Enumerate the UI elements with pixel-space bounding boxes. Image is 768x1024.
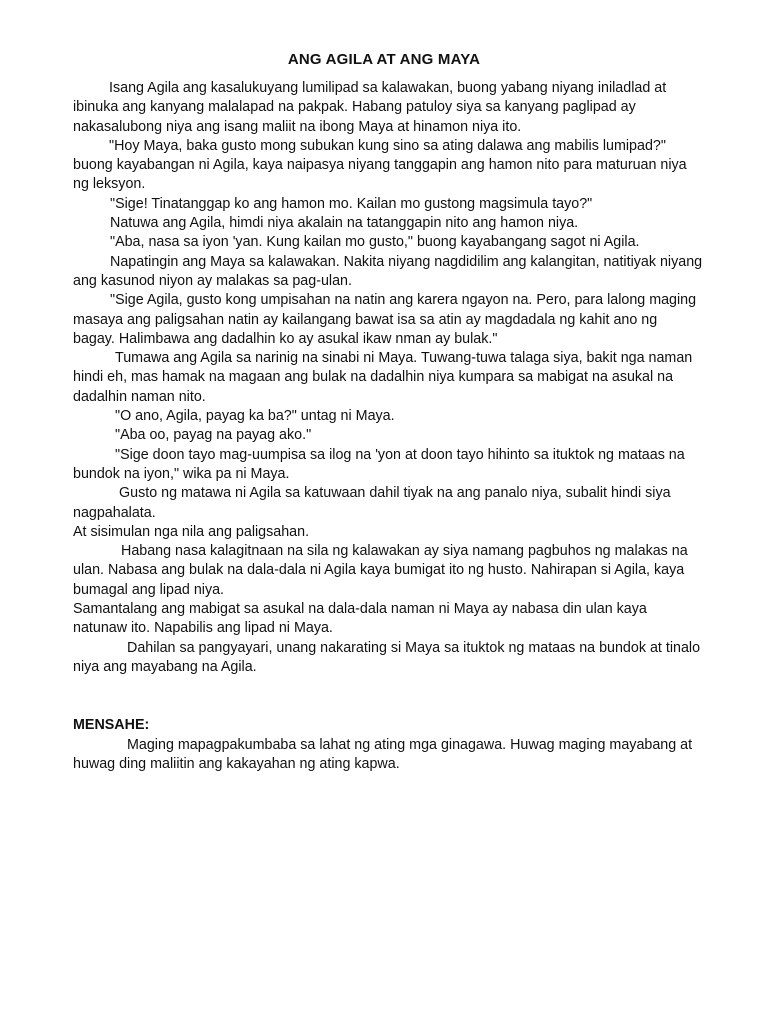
paragraph-14: Habang nasa kalagitnaan na sila ng kalawakan ay siya namang pagbuhos ng malakas na ulan. Nabasa ang bulak na dala-dala ni Agila kaya bumigat ito ng husto. Nahirapan si Agila, kaya bumagal ang lipad niya. — [73, 543, 688, 598]
paragraph-5: "Aba, nasa sa iyon 'yan. Kung kailan mo gusto," buong kayabangang sagot ni Agila. — [110, 234, 640, 251]
paragraph-4: Natuwa ang Agila, himdi niya akalain na tatanggapin nito ang hamon niya. — [110, 215, 579, 232]
paragraph-9: "O ano, Agila, payag ka ba?" untag ni Maya. — [115, 408, 395, 425]
message-text: Maging mapagpakumbaba sa lahat ng ating mga ginagawa. Huwag maging mayabang at huwag ding maliitin ang kakayahan ng ating kapwa. — [73, 737, 693, 773]
paragraph-11: "Sige doon tayo mag-uumpisa sa ilog na 'yon at doon tayo hihinto sa ituktok ng mataas na bundok na iyon," wika pa ni Maya. — [73, 446, 685, 482]
paragraph-7: "Sige Agila, gusto kong umpisahan na natin ang karera ngayon na. Pero, para lalong maging masaya ang paligsahan natin ay kailangang bawat isa sa atin ay magdadala ng kahit ano ng bagay. Halimbawa ang dadalhin ko ay asukal ikaw nman ay bulak." — [73, 292, 697, 347]
paragraph-1: Isang Agila ang kasalukuyang lumilipad sa kalawakan, buong yabang niyang iniladlad at ibinuka ang kanyang malalapad na pakpak. Habang patuloy siya sa kanyang paglipad ay nakasalubong niya ang isang maliit na ibong Maya at hinamon niya ito. — [73, 80, 667, 135]
message-heading: MENSAHE: — [73, 717, 150, 733]
paragraph-2: "Hoy Maya, baka gusto mong subukan kung sino sa ating dalawa ang mabilis lumipad?" buong kayabangan ni Agila, kaya naipasya niyang tanggapin ang hamon nito para maturuan niya ng leksyon. — [73, 137, 687, 193]
paragraph-6: Napatingin ang Maya sa kalawakan. Nakita niyang nagdidilim ang kalangitan, natitiyak niyang ang kasunod niyon ay malakas sa pag-ulan. — [73, 253, 703, 289]
paragraph-15: Samantalang ang mabigat sa asukal na dala-dala naman ni Maya ay nabasa din ulan kaya natunaw ito. Napabilis ang lipad ni Maya. — [73, 601, 647, 637]
paragraph-13: At sisimulan nga nila ang paligsahan. — [73, 523, 310, 540]
document-title: ANG AGILA AT ANG MAYA — [287, 51, 481, 68]
story-body — [73, 79, 703, 677]
paragraph-8: Tumawa ang Agila sa narinig na sinabi ni Maya. Tuwang-tuwa talaga siya, bakit nga naman hindi eh, mas hamak na magaan ang bulak na dadalhin niya kumpara sa mabigat na asukal na dadalhin naman nito. — [73, 350, 693, 405]
paragraph-10: "Aba oo, payag na payag ako." — [115, 427, 312, 444]
paragraph-12: Gusto ng matawa ni Agila sa katuwaan dahil tiyak na ang panalo niya, subalit hindi siya nagpahalata. — [73, 485, 671, 521]
paragraph-16: Dahilan sa pangyayari, unang nakarating si Maya sa ituktok ng mataas na bundok at tinalo niya ang mayabang na Agila. — [73, 639, 701, 675]
paragraph-3: "Sige! Tinatanggap ko ang hamon mo. Kailan mo gustong magsimula tayo?" — [110, 195, 593, 212]
